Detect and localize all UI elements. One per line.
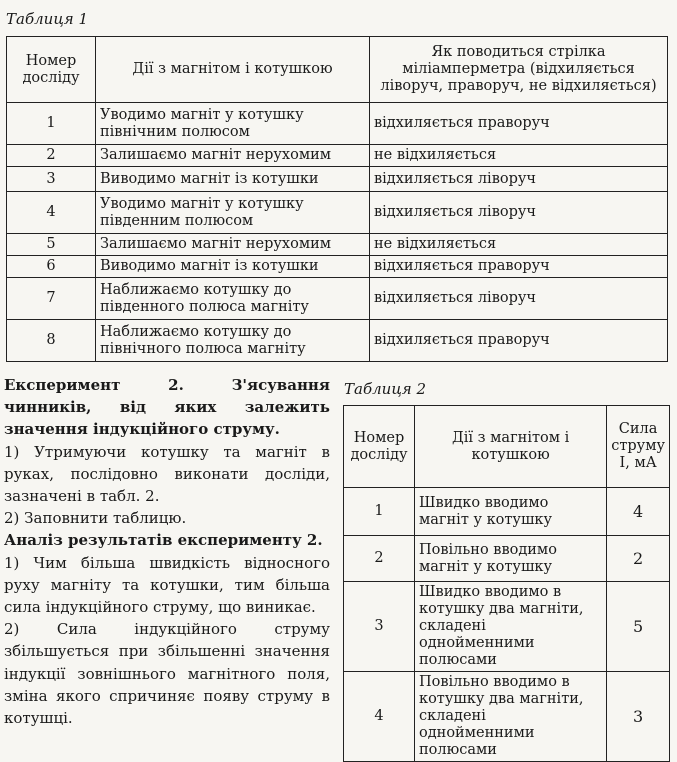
table-row (7, 320, 668, 362)
t1-header-num: Номер досліду (7, 37, 96, 103)
t2-action: Повільно вводимо магніт у котушку (415, 536, 607, 582)
t2-num: 2 (344, 536, 415, 582)
analysis-heading: Аналіз результатів експерименту 2. (4, 531, 323, 550)
table-row (344, 488, 670, 536)
t2-header-action: Дії з магнітом і котушкою (415, 406, 607, 488)
t1-header-action: Дії з магнітом і котушкою (96, 37, 370, 103)
table-1 (6, 36, 668, 362)
t1-num: 7 (7, 278, 96, 320)
t1-result: відхиляється праворуч (370, 256, 668, 278)
table-row (7, 167, 668, 192)
table-row (344, 536, 670, 582)
t1-result: відхиляється праворуч (370, 103, 668, 145)
table-row (7, 234, 668, 256)
t2-action: Швидко вводимо в котушку два магніти, складені однойменними полюсами (415, 582, 607, 672)
experiment-heading: Експеримент 2. З'ясування чинників, від яких залежить значення індукційного струму. (4, 376, 330, 439)
t1-num: 2 (7, 145, 96, 167)
table-row (7, 278, 668, 320)
table-row (344, 582, 670, 672)
t2-current-value: 4 (607, 488, 670, 536)
t2-num: 1 (344, 488, 415, 536)
t1-result: відхиляється ліворуч (370, 167, 668, 192)
experiment-step-2: 2) Заповнити таблицю. (4, 509, 187, 528)
t1-num: 5 (7, 234, 96, 256)
experiment-2-text (4, 374, 330, 729)
t1-result: відхиляється ліворуч (370, 278, 668, 320)
t2-header-num: Номер досліду (344, 406, 415, 488)
analysis-point-1: 1) Чим більша швидкість відносного руху магніту та котушки, тим більша сила індукційного струму, що виникає. (4, 553, 330, 617)
t1-num: 1 (7, 103, 96, 145)
t2-num: 3 (344, 582, 415, 672)
table-row (7, 103, 668, 145)
t1-action: Залишаємо магніт нерухомим (96, 234, 370, 256)
t1-header-result: Як поводиться стрілка міліамперметра (відхиляється ліворуч, праворуч, не відхиляється) (370, 37, 668, 103)
t2-action: Повільно вводимо в котушку два магніти, складені однойменними полюсами (415, 672, 607, 762)
table-row (344, 672, 670, 762)
t1-result: відхиляється праворуч (370, 320, 668, 362)
t1-action: Наближаємо котушку до південного полюса магніту (96, 278, 370, 320)
t1-result: не відхиляється (370, 234, 668, 256)
table2-caption: Таблиця 2 (344, 380, 427, 398)
t1-num: 6 (7, 256, 96, 278)
table-2 (343, 405, 670, 762)
t2-current-value: 5 (607, 582, 670, 672)
t1-action: Виводимо магніт із котушки (96, 167, 370, 192)
experiment-step-1: 1) Утримуючи котушку та магніт в руках, послідовно виконати досліди, зазначені в табл. 2. (4, 442, 330, 506)
t1-num: 3 (7, 167, 96, 192)
t1-result: відхиляється ліворуч (370, 192, 668, 234)
table-row (7, 256, 668, 278)
t2-current-value: 2 (607, 536, 670, 582)
t1-action: Наближаємо котушку до північного полюса магніту (96, 320, 370, 362)
analysis-point-2: 2) Сила індукційного струму збільшується при збільшенні значення індукції зовнішнього магнітного поля, зміна якого спричиняє появу струму в котушці. (4, 620, 330, 728)
t1-action: Уводимо магніт у котушку південним полюсом (96, 192, 370, 234)
table-row (7, 145, 668, 167)
t2-num: 4 (344, 672, 415, 762)
table-row (7, 192, 668, 234)
t1-num: 8 (7, 320, 96, 362)
t2-action: Швидко вводимо магніт у котушку (415, 488, 607, 536)
t1-action: Залишаємо магніт нерухомим (96, 145, 370, 167)
t2-current-value: 3 (607, 672, 670, 762)
t1-action: Виводимо магніт із котушки (96, 256, 370, 278)
t1-action: Уводимо магніт у котушку північним полюсом (96, 103, 370, 145)
t1-result: не відхиляється (370, 145, 668, 167)
t1-num: 4 (7, 192, 96, 234)
t2-header-current: Сила струму I, мА (607, 406, 670, 488)
table1-caption: Таблиця 1 (6, 10, 89, 28)
